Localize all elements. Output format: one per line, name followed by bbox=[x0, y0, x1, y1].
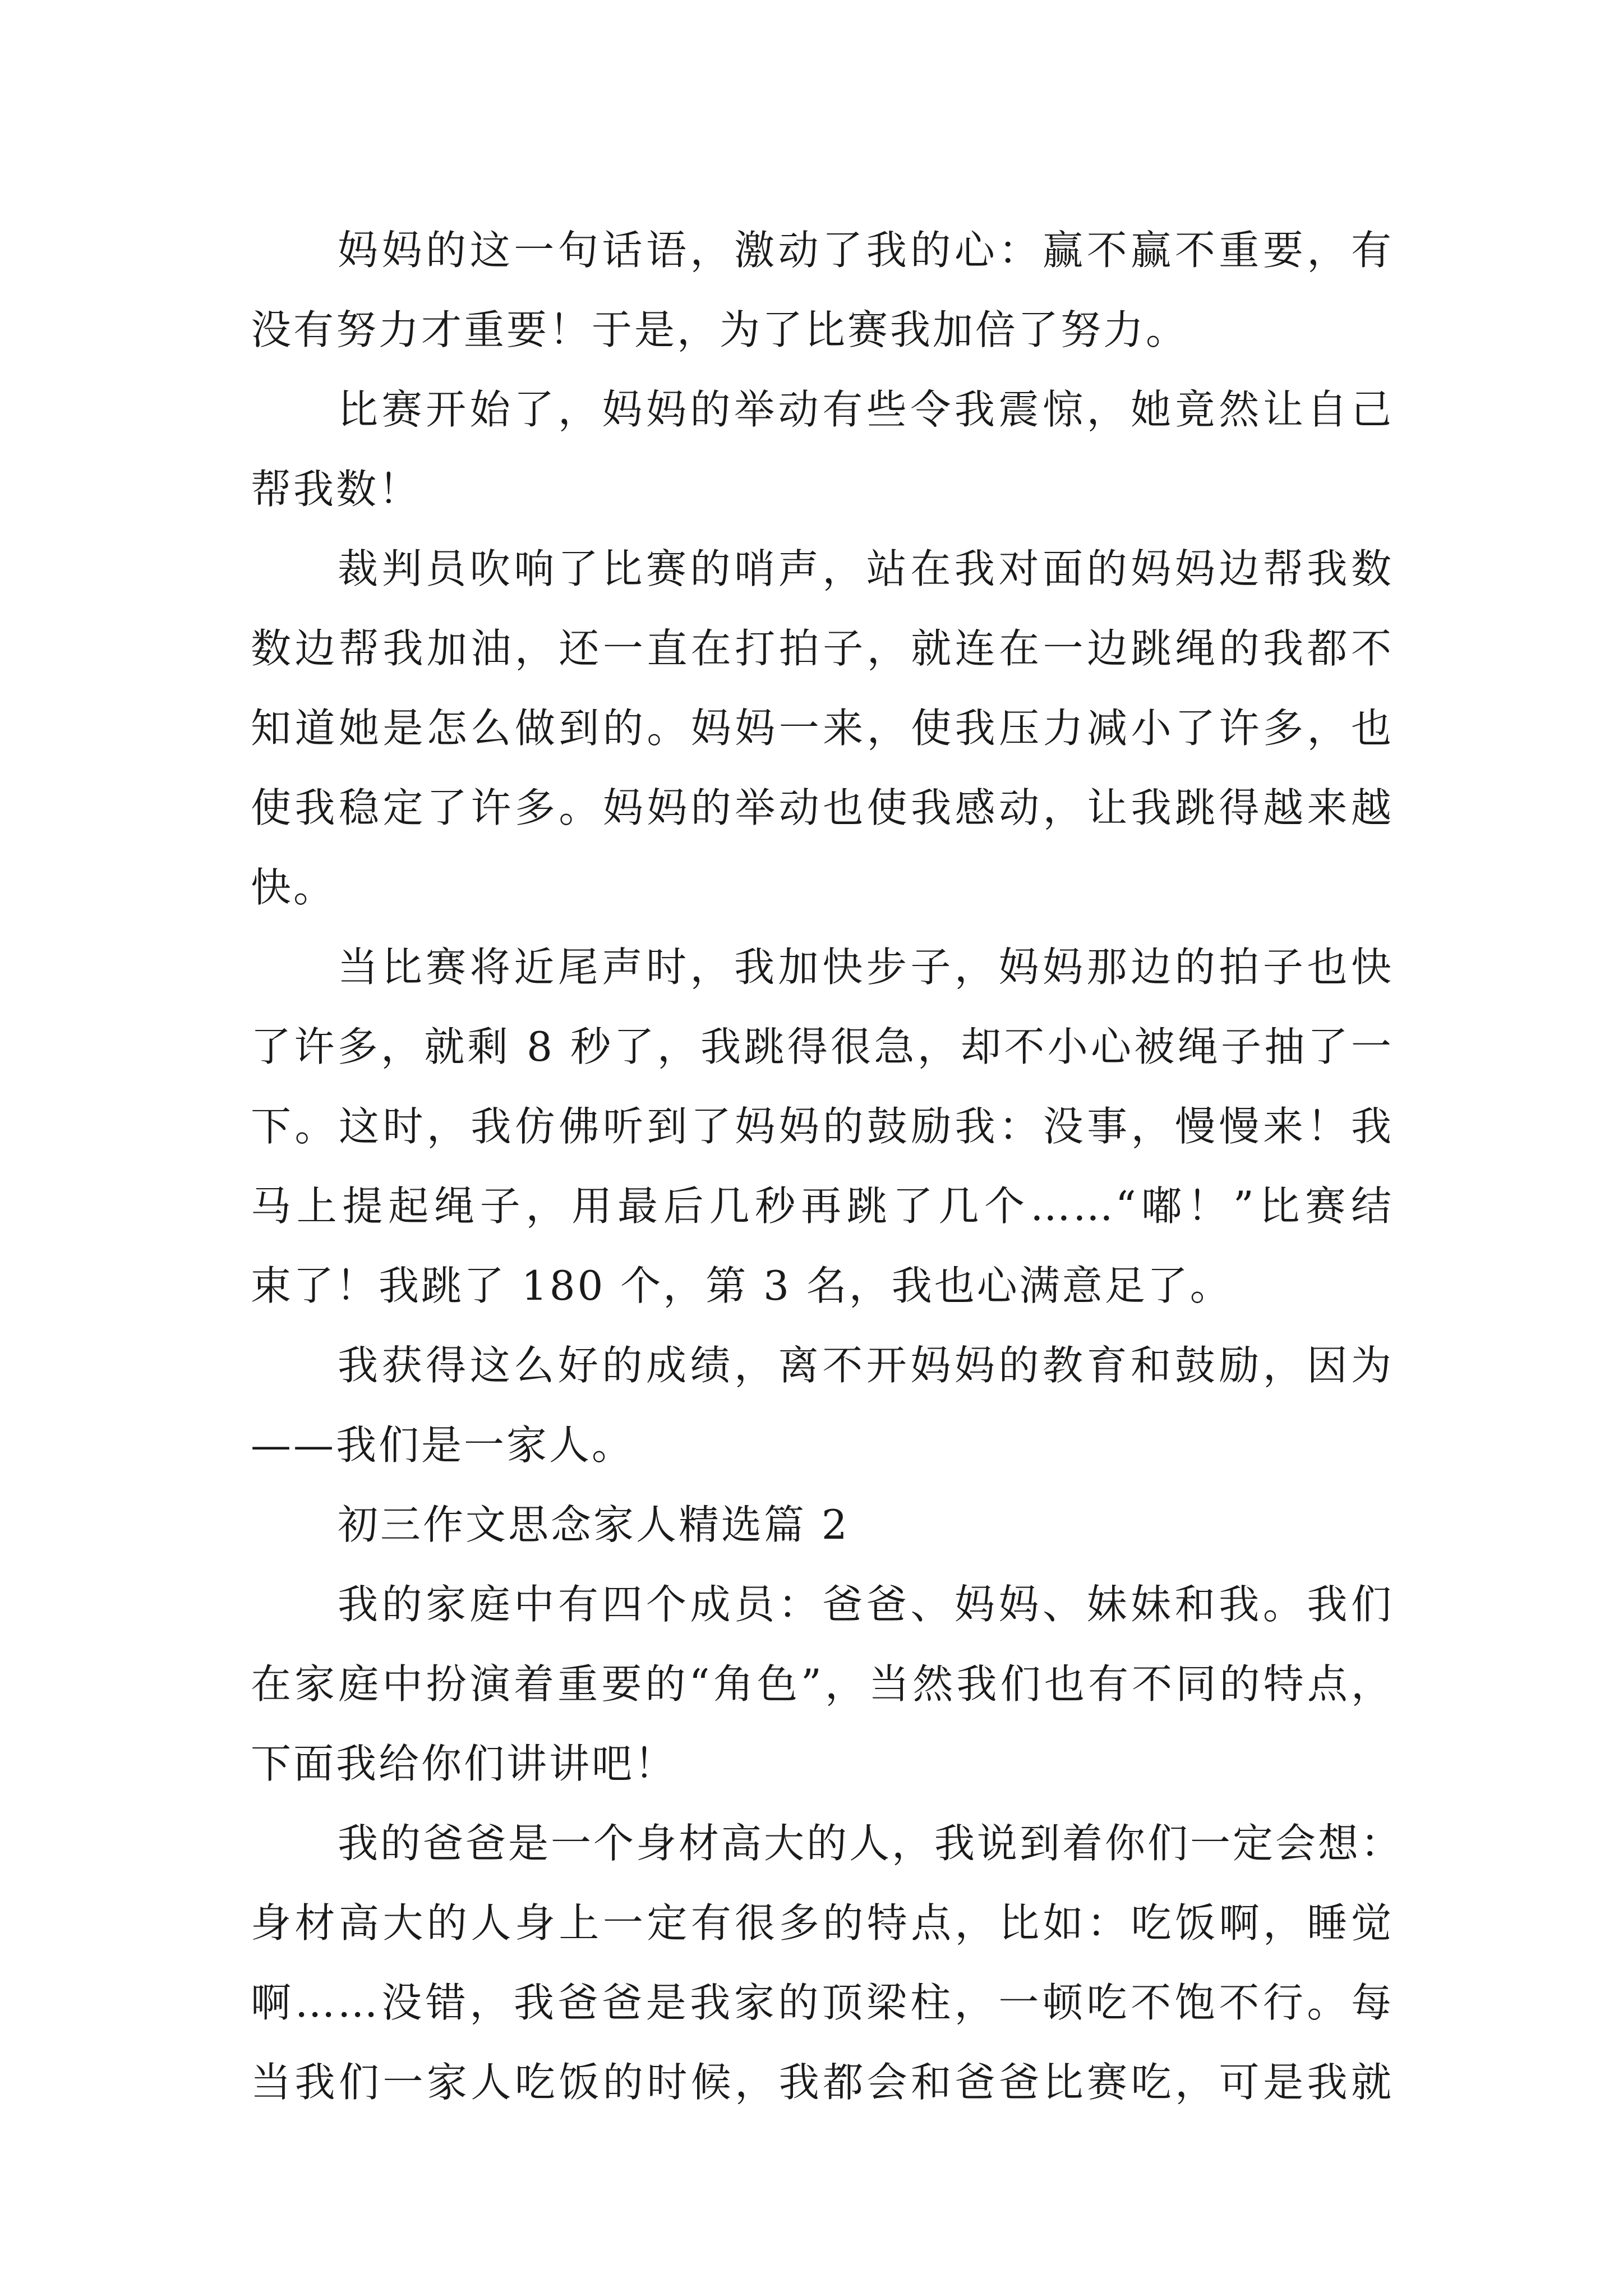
text-line: 使我稳定了许多。妈妈的举动也使我感动，让我跳得越来越 bbox=[251, 784, 1394, 831]
paragraph bbox=[251, 529, 1394, 927]
text-line: 我获得这么好的成绩，离不开妈妈的教育和鼓励，因为 bbox=[338, 1342, 1394, 1389]
text-line: 身材高大的人身上一定有很多的特点，比如：吃饭啊，睡觉 bbox=[251, 1899, 1394, 1947]
text-line: 没有努力才重要！于是，为了比赛我加倍了努力。 bbox=[251, 306, 1189, 353]
paragraph bbox=[251, 1565, 1394, 1803]
text-line: ——我们是一家人。 bbox=[251, 1421, 635, 1469]
paragraph bbox=[251, 210, 1394, 370]
text-line: 我的爸爸是一个身材高大的人，我说到着你们一定会想： bbox=[338, 1820, 1404, 1867]
text-line: 我的家庭中有四个成员：爸爸、妈妈、妹妹和我。我们 bbox=[338, 1581, 1394, 1628]
text-line: 比赛开始了，妈妈的举动有些令我震惊，她竟然让自己 bbox=[338, 386, 1394, 433]
text-line: 束了！我跳了 180 个，第 3 名，我也心满意足了。 bbox=[251, 1262, 1233, 1309]
text-line: 裁判员吹响了比赛的哨声，站在我对面的妈妈边帮我数 bbox=[338, 545, 1394, 592]
text-line: 快。 bbox=[251, 864, 336, 911]
text-line: 在家庭中扮演着重要的“角色”，当然我们也有不同的特点， bbox=[251, 1660, 1394, 1708]
text-line: 当比赛将近尾声时，我加快步子，妈妈那边的拍子也快 bbox=[338, 944, 1394, 991]
text-line: 数边帮我加油，还一直在打拍子，就连在一边跳绳的我都不 bbox=[251, 625, 1394, 672]
text-line: 了许多，就剩 8 秒了，我跳得很急，却不小心被绳子抽了一 bbox=[251, 1023, 1394, 1070]
text-line: 知道她是怎么做到的。妈妈一来，使我压力减小了许多，也 bbox=[251, 705, 1394, 752]
text-line: 下。这时，我仿佛听到了妈妈的鼓励我：没事，慢慢来！我 bbox=[251, 1103, 1394, 1150]
paragraph bbox=[251, 1803, 1404, 2122]
text-line: 当我们一家人吃饭的时候，我都会和爸爸比赛吃，可是我就 bbox=[251, 2059, 1394, 2106]
paragraph bbox=[251, 370, 1394, 529]
section-heading bbox=[251, 1485, 1394, 1565]
document-body bbox=[251, 210, 1404, 2122]
paragraph bbox=[251, 927, 1394, 1326]
text-line: 妈妈的这一句话语，激动了我的心：赢不赢不重要，有 bbox=[338, 227, 1394, 274]
heading-text: 初三作文思念家人精选篇 2 bbox=[338, 1501, 850, 1548]
paragraph bbox=[251, 1326, 1394, 1485]
text-line: 啊……没错，我爸爸是我家的顶梁柱，一顿吃不饱不行。每 bbox=[251, 1979, 1394, 2026]
text-line: 帮我数！ bbox=[251, 466, 422, 513]
text-line: 马上提起绳子，用最后几秒再跳了几个……“嘟！”比赛结 bbox=[251, 1182, 1394, 1230]
text-line: 下面我给你们讲讲吧！ bbox=[251, 1740, 677, 1787]
